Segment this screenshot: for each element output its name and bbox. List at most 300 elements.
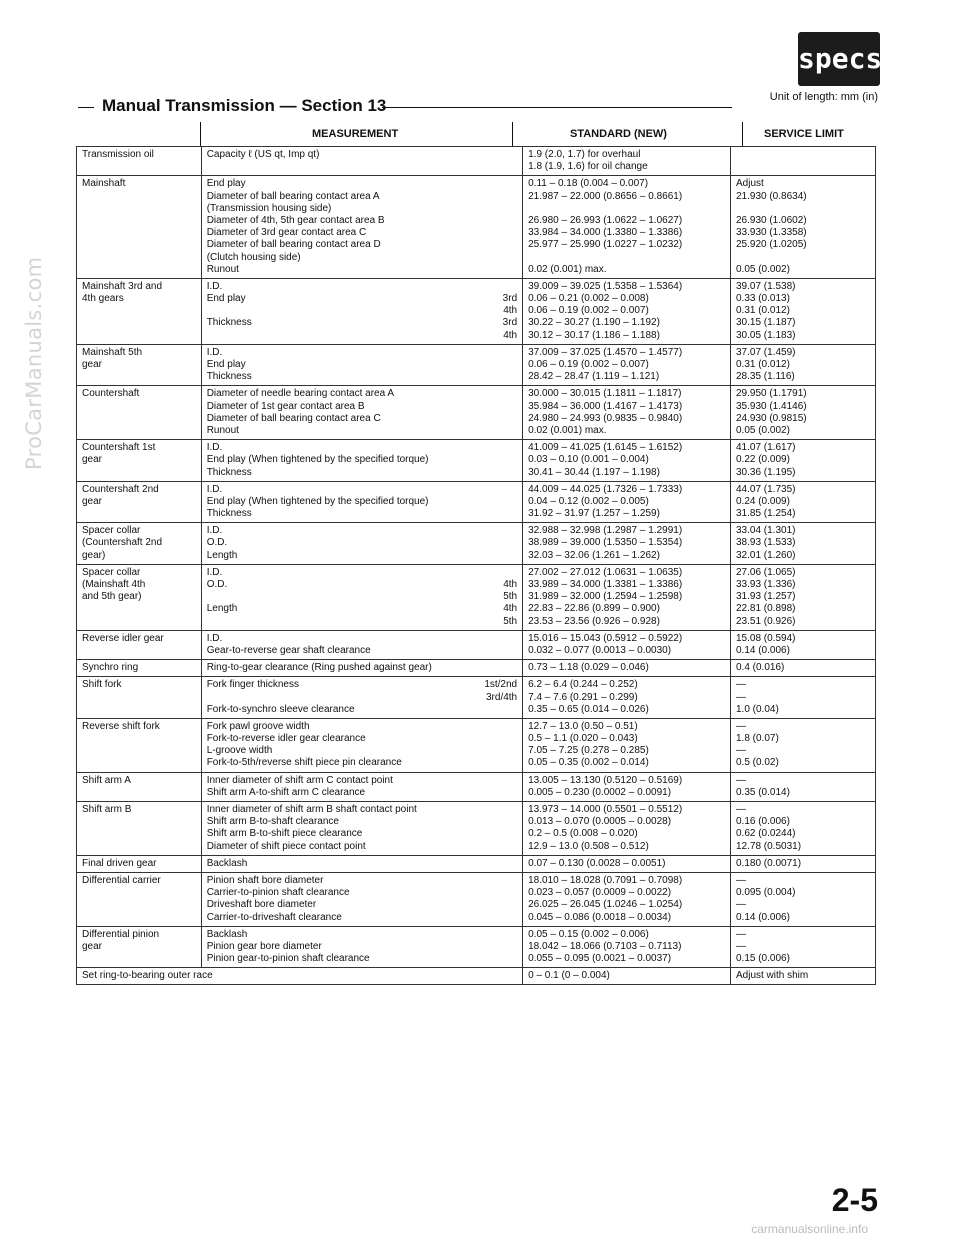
watermark-carmanualsonline: carmanualsonline.info	[751, 1222, 868, 1236]
measurement-line	[207, 317, 517, 329]
table-row	[77, 855, 876, 872]
service-limit-value: 38.93 (1.533)	[735, 537, 796, 549]
measurement-line	[207, 757, 517, 769]
standard-value: 0.05 – 0.15 (0.002 – 0.006)	[528, 928, 649, 940]
standard-value: 26.025 – 26.045 (1.0246 – 1.0254)	[528, 899, 683, 911]
measurement-label: End play (When tightened by the specified torque)	[206, 495, 429, 507]
service-limit-cell	[730, 440, 875, 482]
component-cell	[77, 660, 202, 677]
service-limit-value: —	[735, 745, 746, 757]
service-limit-value: 24.930 (0.9815)	[735, 412, 807, 424]
standard-value: 0.5 – 1.1 (0.020 – 0.043)	[528, 733, 638, 745]
standard-value: 0 – 0.1 (0 – 0.004)	[528, 970, 610, 982]
component-cell	[77, 677, 202, 719]
measurement-label: (Transmission housing side)	[206, 202, 332, 214]
component-cell	[77, 772, 202, 801]
title-rule-left	[78, 107, 94, 108]
measurement-label: Fork finger thickness	[206, 679, 299, 691]
component-cell	[77, 630, 202, 659]
measurement-cell	[201, 772, 522, 801]
measurement-line	[207, 191, 517, 203]
measurement-label: Fork-to-synchro sleeve clearance	[206, 703, 355, 715]
service-limit-value: 0.180 (0.0071)	[735, 857, 802, 869]
standard-cell	[523, 386, 731, 440]
measurement-label: Thickness	[206, 466, 252, 478]
standard-value: 30.000 – 30.015 (1.1811 – 1.1817)	[528, 388, 682, 400]
component-label: Mainshaft	[82, 178, 126, 190]
measurement-line	[207, 401, 517, 413]
measurement-line	[207, 496, 517, 508]
measurement-line	[207, 425, 517, 437]
component-label: (Countershaft 2nd	[82, 537, 163, 549]
measurement-cell	[201, 564, 522, 630]
measurement-line	[207, 733, 517, 745]
service-limit-value: 35.930 (1.4146)	[735, 400, 807, 412]
measurement-line	[207, 550, 517, 562]
measurement-qualifier: 4th	[503, 579, 518, 590]
component-label: Shift fork	[82, 679, 122, 691]
service-limit-cell	[730, 855, 875, 872]
service-limit-cell	[730, 630, 875, 659]
measurement-label: End play	[206, 178, 246, 190]
measurement-label: Fork-to-reverse idler gear clearance	[206, 733, 366, 745]
standard-value: 0.06 – 0.19 (0.002 – 0.007)	[528, 359, 649, 370]
component-cell	[77, 523, 202, 565]
service-limit-cell	[730, 772, 875, 801]
measurement-line	[207, 525, 517, 537]
measurement-line	[207, 828, 517, 840]
measurement-line	[207, 178, 517, 190]
measurement-line	[207, 941, 517, 953]
component-label: Countershaft 1st	[82, 442, 156, 454]
measurement-label: I.D.	[206, 442, 223, 454]
standard-value: 30.12 – 30.17 (1.186 – 1.188)	[528, 329, 660, 341]
measurement-label: L-groove width	[206, 745, 273, 757]
standard-value: 1.9 (2.0, 1.7) for overhaul	[528, 149, 641, 160]
table-row	[77, 968, 876, 985]
service-limit-value: 37.07 (1.459)	[735, 346, 796, 358]
component-label: gear	[82, 940, 103, 952]
standard-cell	[523, 855, 731, 872]
standard-cell	[523, 772, 731, 801]
service-limit-cell	[730, 147, 875, 176]
service-limit-value: 44.07 (1.735)	[735, 483, 796, 495]
standard-value: 0.35 – 0.65 (0.014 – 0.026)	[528, 703, 649, 715]
component-label: gear)	[82, 549, 106, 561]
service-limit-value: 26.930 (1.0602)	[735, 214, 807, 226]
measurement-line	[207, 875, 517, 887]
service-limit-value: 31.85 (1.254)	[735, 508, 796, 520]
table-row	[77, 660, 876, 677]
standard-value: 38.989 – 39.000 (1.5350 – 1.5354)	[528, 537, 683, 549]
service-limit-value: 1.0 (0.04)	[735, 703, 779, 715]
component-cell	[77, 855, 202, 872]
measurement-label: Pinion shaft bore diameter	[206, 874, 324, 886]
standard-value: 13.005 – 13.130 (0.5120 – 0.5169)	[528, 774, 683, 786]
component-label: 4th gears	[82, 293, 124, 305]
measurement-line	[207, 347, 517, 359]
measurement-label: Driveshaft bore diameter	[206, 899, 317, 911]
component-cell	[77, 440, 202, 482]
service-limit-value: 15.08 (0.594)	[735, 632, 796, 644]
title-rule-right	[382, 107, 732, 108]
standard-value: 7.05 – 7.25 (0.278 – 0.285)	[528, 745, 649, 757]
standard-value: 18.042 – 18.066 (0.7103 – 0.7113)	[528, 940, 682, 952]
standard-value: 7.4 – 7.6 (0.291 – 0.299)	[528, 691, 638, 703]
measurement-line	[207, 281, 517, 293]
measurement-cell	[201, 278, 522, 344]
standard-value: 18.010 – 18.028 (0.7091 – 0.7098)	[528, 874, 683, 886]
measurement-cell	[201, 481, 522, 523]
standard-value: 0.02 (0.001) max.	[528, 424, 607, 436]
standard-cell	[523, 440, 731, 482]
measurement-line	[207, 721, 517, 733]
measurement-label: Thickness	[206, 508, 252, 520]
table-row	[77, 344, 876, 386]
measurement-label: I.D.	[206, 483, 223, 495]
service-limit-value: —	[735, 874, 746, 886]
measurement-line	[207, 662, 517, 674]
service-limit-value: 25.920 (1.0205)	[735, 239, 807, 251]
service-limit-value: —	[735, 691, 746, 703]
component-cell	[77, 278, 202, 344]
component-label: gear	[82, 454, 103, 466]
service-limit-cell	[730, 968, 875, 985]
standard-value: 0.06 – 0.21 (0.002 – 0.008)	[528, 293, 649, 305]
header-measurement: MEASUREMENT	[312, 128, 399, 140]
measurement-cell	[201, 855, 522, 872]
measurement-label: Fork pawl groove width	[206, 720, 310, 732]
measurement-line	[207, 679, 517, 691]
measurement-label: Shift arm B-to-shift piece clearance	[206, 828, 363, 840]
standard-cell	[523, 660, 731, 677]
measurement-line	[207, 704, 517, 716]
service-limit-value: 27.06 (1.065)	[735, 566, 796, 578]
service-limit-value: 0.62 (0.0244)	[735, 828, 796, 840]
standard-cell	[523, 926, 731, 968]
service-limit-value: 0.22 (0.009)	[735, 454, 790, 466]
service-limit-value: 41.07 (1.617)	[735, 442, 796, 454]
measurement-cell	[201, 147, 522, 176]
measurement-label: I.D.	[206, 280, 223, 292]
measurement-cell	[201, 872, 522, 926]
standard-value: 1.8 (1.9, 1.6) for oil change	[528, 161, 648, 173]
unit-note: Unit of length: mm (in)	[769, 91, 878, 103]
standard-value: 26.980 – 26.993 (1.0622 – 1.0627)	[528, 214, 683, 226]
measurement-label: Inner diameter of shift arm B shaft contact point	[206, 804, 417, 815]
spec-table-body	[77, 147, 876, 985]
service-limit-value: 0.14 (0.006)	[735, 644, 790, 656]
measurement-line	[207, 912, 517, 924]
service-limit-value: 0.15 (0.006)	[735, 953, 790, 965]
measurement-label: O.D.	[206, 579, 228, 590]
measurement-line	[207, 239, 517, 251]
standard-cell	[523, 718, 731, 772]
measurement-line	[207, 816, 517, 828]
table-row	[77, 926, 876, 968]
service-limit-cell	[730, 278, 875, 344]
component-label: Differential pinion	[82, 928, 160, 940]
component-label: Mainshaft 5th	[82, 346, 143, 358]
standard-value: 32.988 – 32.998 (1.2987 – 1.2991)	[528, 525, 683, 537]
component-label: gear	[82, 495, 103, 507]
standard-value: 0.045 – 0.086 (0.0018 – 0.0034)	[528, 911, 672, 923]
service-limit-value: —	[735, 804, 746, 815]
standard-value: 33.984 – 34.000 (1.3380 – 1.3386)	[528, 227, 683, 239]
measurement-line	[207, 264, 517, 276]
measurement-label: (Clutch housing side)	[206, 251, 301, 263]
table-row	[77, 772, 876, 801]
measurement-qualifier: 1st/2nd	[484, 679, 518, 691]
service-limit-value: Adjust	[735, 178, 764, 190]
component-label: Final driven gear	[82, 857, 157, 869]
standard-cell	[523, 176, 731, 279]
table-row	[77, 718, 876, 772]
component-label: gear	[82, 359, 103, 370]
measurement-line	[207, 371, 517, 383]
measurement-label: Diameter of ball bearing contact area C	[206, 412, 381, 424]
measurement-cell	[201, 718, 522, 772]
measurement-line	[207, 467, 517, 479]
table-row	[77, 176, 876, 279]
measurement-line	[207, 775, 517, 787]
measurement-line	[207, 413, 517, 425]
standard-value: 0.05 – 0.35 (0.002 – 0.014)	[528, 757, 649, 769]
header-divider-1	[200, 122, 201, 146]
table-row	[77, 630, 876, 659]
measurement-line	[207, 616, 517, 628]
standard-value: 0.04 – 0.12 (0.002 – 0.005)	[528, 495, 649, 507]
standard-value: 0.07 – 0.130 (0.0028 – 0.0051)	[528, 857, 666, 869]
measurement-label: Pinion gear-to-pinion shaft clearance	[206, 953, 370, 965]
spec-table	[76, 146, 876, 985]
component-cell	[77, 926, 202, 968]
service-limit-value: 0.095 (0.004)	[735, 887, 796, 899]
component-label: Countershaft	[82, 388, 140, 400]
service-limit-value: 0.31 (0.012)	[735, 359, 790, 370]
measurement-line	[207, 227, 517, 239]
standard-value: 0.023 – 0.057 (0.0009 – 0.0022)	[528, 887, 672, 899]
service-limit-value: —	[735, 928, 746, 940]
component-cell	[77, 176, 202, 279]
service-limit-cell	[730, 481, 875, 523]
standard-cell	[523, 872, 731, 926]
measurement-qualifier: 5th	[503, 615, 518, 627]
service-limit-value: 0.5 (0.02)	[735, 757, 779, 769]
standard-cell	[523, 147, 731, 176]
service-limit-value: 22.81 (0.898)	[735, 603, 796, 615]
service-limit-cell	[730, 176, 875, 279]
measurement-line	[207, 579, 517, 591]
measurement-qualifier: 5th	[503, 591, 518, 603]
measurement-line	[207, 215, 517, 227]
service-limit-value: 0.31 (0.012)	[735, 305, 790, 317]
measurement-label: Shift arm B-to-shaft clearance	[206, 816, 339, 828]
standard-value: 23.53 – 23.56 (0.926 – 0.928)	[528, 615, 660, 627]
service-limit-cell	[730, 386, 875, 440]
measurement-label: I.D.	[206, 525, 223, 537]
service-limit-value: 33.930 (1.3358)	[735, 227, 807, 239]
service-limit-value: 0.05 (0.002)	[735, 263, 790, 275]
standard-value: 35.984 – 36.000 (1.4167 – 1.4173)	[528, 400, 683, 412]
service-limit-value: 0.05 (0.002)	[735, 424, 790, 436]
service-limit-value	[736, 252, 870, 264]
component-label: Reverse shift fork	[82, 720, 160, 732]
measurement-line	[207, 293, 517, 305]
standard-value: 0.03 – 0.10 (0.001 – 0.004)	[528, 454, 649, 466]
measurement-line	[207, 603, 517, 615]
measurement-label: Capacity ℓ (US qt, Imp qt)	[206, 149, 320, 160]
service-limit-value: 0.16 (0.006)	[735, 816, 790, 828]
measurement-cell	[201, 386, 522, 440]
measurement-label: Runout	[206, 424, 239, 436]
service-limit-value: —	[735, 940, 746, 952]
table-row	[77, 481, 876, 523]
measurement-cell	[201, 660, 522, 677]
measurement-line	[207, 887, 517, 899]
measurement-line	[207, 787, 517, 799]
component-label: Shift arm A	[82, 774, 131, 786]
service-limit-value: 33.93 (1.336)	[735, 579, 796, 590]
measurement-line	[207, 645, 517, 657]
table-row	[77, 440, 876, 482]
measurement-label: Diameter of 1st gear contact area B	[206, 400, 365, 412]
header-divider-3	[742, 122, 743, 146]
service-limit-cell	[730, 564, 875, 630]
standard-value: 0.02 (0.001) max.	[528, 263, 607, 275]
service-limit-value: —	[735, 899, 746, 911]
component-label: Spacer collar	[82, 525, 141, 537]
standard-cell	[523, 523, 731, 565]
measurement-label: End play	[206, 293, 246, 305]
measurement-line	[207, 508, 517, 520]
measurement-label: Runout	[206, 263, 239, 275]
standard-cell	[523, 677, 731, 719]
service-limit-cell	[730, 872, 875, 926]
service-limit-cell	[730, 660, 875, 677]
measurement-qualifier: 3rd/4th	[485, 691, 518, 703]
service-limit-value: 12.78 (0.5031)	[735, 840, 802, 852]
measurement-qualifier: 4th	[503, 603, 518, 615]
measurement-label: I.D.	[206, 346, 223, 358]
service-limit-value: 29.950 (1.1791)	[735, 388, 807, 400]
watermark-procarmanuals: ProCarManuals.com	[22, 256, 46, 470]
component-cell	[77, 564, 202, 630]
component-label: Reverse idler gear	[82, 632, 164, 644]
measurement-label: Diameter of 4th, 5th gear contact area B	[206, 214, 385, 226]
measurement-label: Diameter of ball bearing contact area D	[206, 239, 381, 251]
table-row	[77, 564, 876, 630]
specs-badge: specs	[798, 32, 880, 86]
service-limit-value: 0.35 (0.014)	[735, 786, 790, 798]
measurement-line	[207, 899, 517, 911]
measurement-label: Shift arm A-to-shift arm C clearance	[206, 786, 366, 798]
component-cell	[77, 386, 202, 440]
standard-value	[528, 203, 725, 215]
table-row	[77, 802, 876, 856]
component-cell	[77, 968, 523, 985]
measurement-label: Diameter of 3rd gear contact area C	[206, 227, 367, 239]
standard-value: 31.92 – 31.97 (1.257 – 1.259)	[528, 508, 660, 520]
standard-cell	[523, 481, 731, 523]
measurement-line	[207, 804, 517, 816]
service-limit-cell	[730, 677, 875, 719]
measurement-label: Diameter of needle bearing contact area A	[206, 388, 395, 400]
service-limit-value: 0.4 (0.016)	[735, 662, 785, 674]
measurement-line	[207, 858, 517, 870]
service-limit-value: 33.04 (1.301)	[735, 525, 796, 537]
measurement-line	[207, 633, 517, 645]
component-label: (Mainshaft 4th	[82, 579, 146, 590]
standard-cell	[523, 564, 731, 630]
measurement-line	[207, 454, 517, 466]
measurement-line	[207, 567, 517, 579]
standard-value: 6.2 – 6.4 (0.244 – 0.252)	[528, 679, 638, 691]
standard-value: 32.03 – 32.06 (1.261 – 1.262)	[528, 549, 660, 561]
measurement-line	[207, 149, 517, 161]
component-label: Synchro ring	[82, 662, 139, 674]
component-cell	[77, 718, 202, 772]
standard-value: 30.41 – 30.44 (1.197 – 1.198)	[528, 466, 660, 478]
standard-value: 41.009 – 41.025 (1.6145 – 1.6152)	[528, 442, 683, 454]
standard-value: 0.032 – 0.077 (0.0013 – 0.0030)	[528, 644, 672, 656]
component-cell	[77, 147, 202, 176]
measurement-line	[207, 692, 517, 704]
component-cell	[77, 802, 202, 856]
measurement-label: Thickness	[206, 317, 252, 329]
standard-value: 0.005 – 0.230 (0.0002 – 0.0091)	[528, 786, 672, 798]
service-limit-value: —	[735, 720, 746, 732]
measurement-cell	[201, 344, 522, 386]
measurement-line	[207, 841, 517, 853]
standard-value: 0.055 – 0.095 (0.0021 – 0.0037)	[528, 953, 672, 965]
measurement-label: Backlash	[206, 928, 248, 940]
component-label: Shift arm B	[82, 804, 132, 815]
measurement-cell	[201, 176, 522, 279]
page-number: 2-5	[831, 1182, 878, 1218]
measurement-line	[207, 745, 517, 757]
measurement-cell	[201, 523, 522, 565]
service-limit-value: —	[735, 774, 746, 786]
measurement-label: Thickness	[206, 371, 252, 383]
measurement-label: Ring-to-gear clearance (Ring pushed against gear)	[206, 662, 432, 674]
measurement-qualifier: 4th	[503, 305, 518, 317]
standard-value: 0.2 – 0.5 (0.008 – 0.020)	[528, 828, 638, 840]
service-limit-value: Adjust with shim	[735, 970, 809, 982]
measurement-label: Length	[206, 603, 238, 615]
service-limit-value: 0.24 (0.009)	[735, 495, 790, 507]
header-standard: STANDARD (NEW)	[570, 128, 667, 140]
standard-value: 0.013 – 0.070 (0.0005 – 0.0028)	[528, 816, 672, 828]
table-row	[77, 523, 876, 565]
component-label: Differential carrier	[82, 874, 161, 886]
standard-value: 15.016 – 15.043 (0.5912 – 0.5922)	[528, 632, 683, 644]
measurement-cell	[201, 630, 522, 659]
standard-value: 21.987 – 22.000 (0.8656 – 0.8661)	[528, 190, 683, 202]
component-cell	[77, 872, 202, 926]
service-limit-value: 21.930 (0.8634)	[735, 190, 807, 202]
measurement-line	[207, 929, 517, 941]
measurement-label: Pinion gear bore diameter	[206, 940, 322, 952]
standard-value: 0.06 – 0.19 (0.002 – 0.007)	[528, 305, 649, 317]
standard-value: 12.7 – 13.0 (0.50 – 0.51)	[528, 720, 638, 732]
table-row	[77, 278, 876, 344]
measurement-qualifier: 3rd	[502, 317, 518, 329]
standard-value: 25.977 – 25.990 (1.0227 – 1.0232)	[528, 239, 683, 251]
service-limit-value	[736, 149, 870, 161]
standard-value: 12.9 – 13.0 (0.508 – 0.512)	[528, 840, 649, 852]
measurement-line	[207, 359, 517, 371]
